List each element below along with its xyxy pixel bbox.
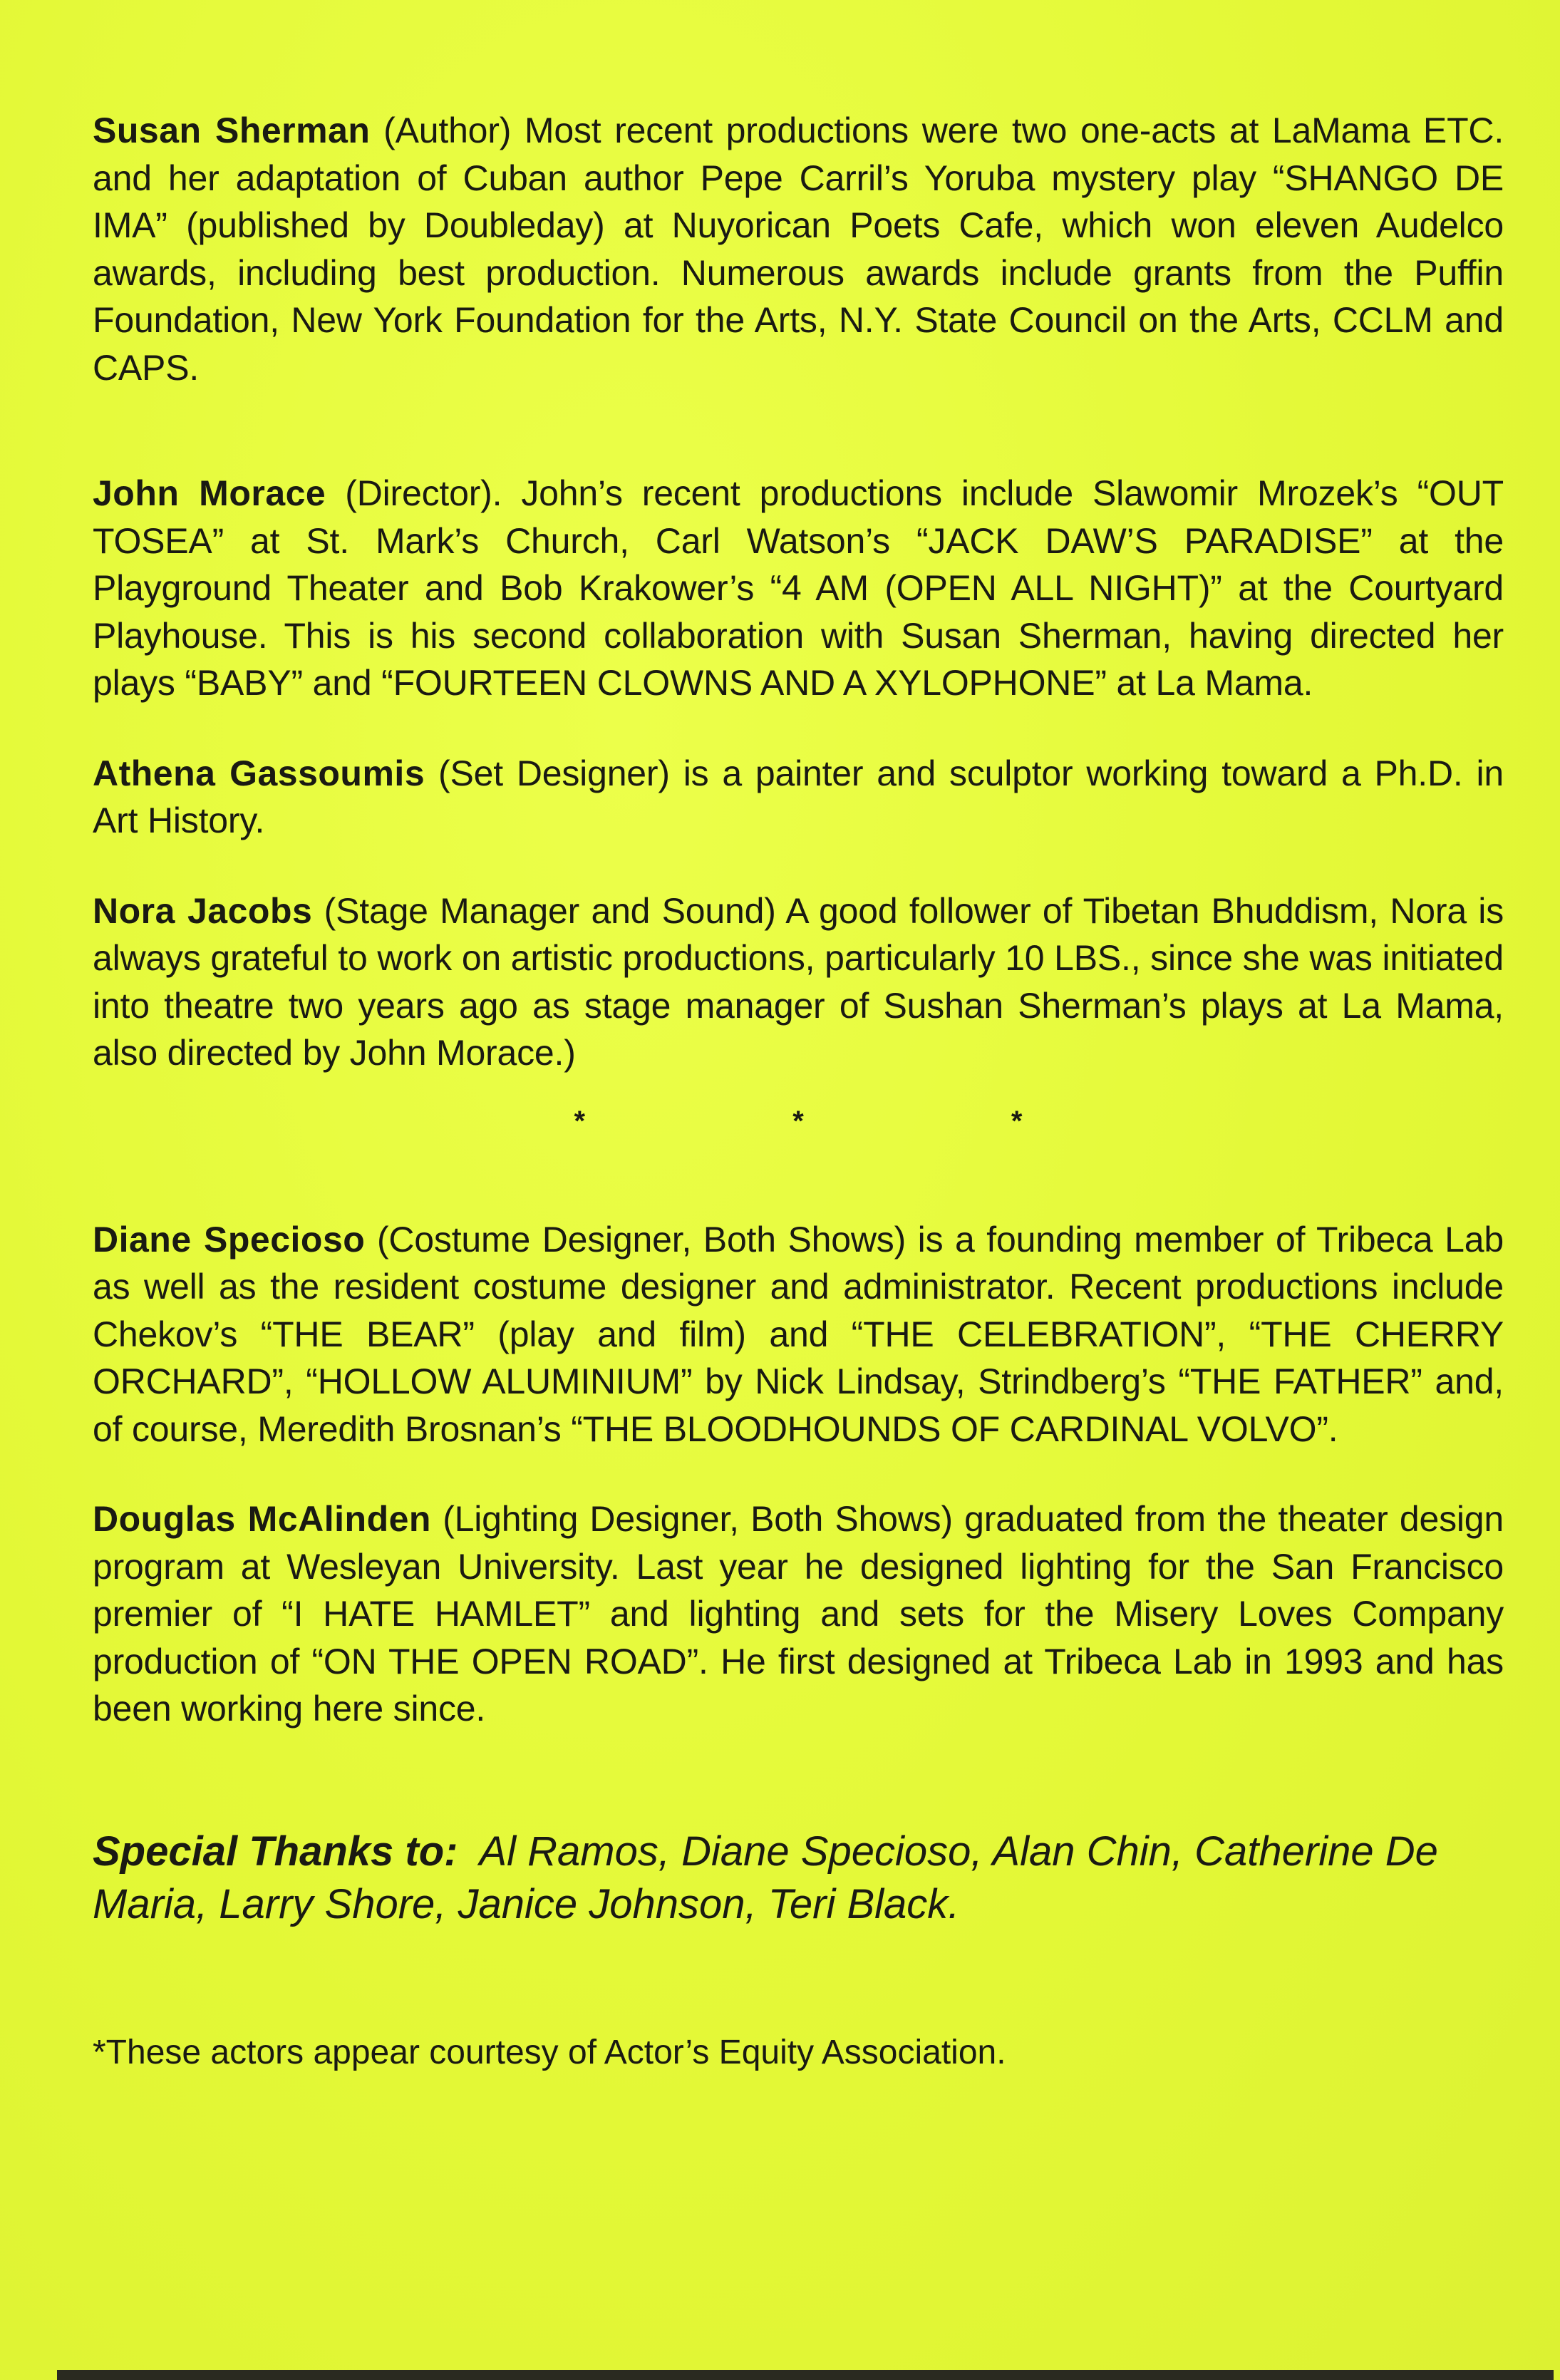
section-separator: * * *	[574, 1105, 1122, 1137]
bio-name: Douglas McAlinden	[93, 1499, 431, 1539]
bio-text: (Lighting Designer, Both Shows) graduated from the theater design program at Wesleyan University. Last year he designed lighting for the San Francisco premier of “I HATE HAMLET” and lighting and sets for the Misery Loves Company production of “ON THE OPEN ROAD”. He first designed at Tribeca Lab in 1993 and has been working here since.	[93, 1499, 1504, 1729]
bio-name: Susan Sherman	[93, 110, 371, 150]
bio-athena-gassoumis	[93, 750, 1504, 845]
bio-name: Athena Gassoumis	[93, 753, 425, 793]
bio-nora-jacobs	[93, 887, 1504, 1077]
bio-text: (Author) Most recent productions were two one-acts at LaMama ETC. and her adaptation of Cuban author Pepe Carril’s Yoruba mystery play “SHANGO DE IMA” (published by Doubleday) at Nuyorican Poets Cafe, which won eleven Audelco awards, including best production. Numerous awards include grants from the Puffin Foundation, New York Foundation for the Arts, N.Y. State Council on the Arts, CCLM and CAPS.	[93, 110, 1504, 388]
special-thanks	[93, 1825, 1504, 1931]
bio-text: (Costume Designer, Both Shows) is a founding member of Tribeca Lab as well as the resident costume designer and administrator. Recent productions include Chekov’s “THE BEAR” (play and film) and “THE CELEBRATION”, “THE CHERRY ORCHARD”, “HOLLOW ALUMINIUM” by Nick Lindsay, Strindberg’s “THE FATHER” and, of course, Meredith Brosnan’s “THE BLOODHOUNDS OF CARDINAL VOLVO”.	[93, 1219, 1504, 1449]
program-page	[93, 107, 1504, 2109]
bio-text: (Director). John’s recent productions include Slawomir Mrozek’s “OUT TOSEA” at St. Mark’s Church, Carl Watson’s “JACK DAW’S PARADISE” at the Playground Theater and Bob Krakower’s “4 AM (OPEN ALL NIGHT)” at the Courtyard Playhouse. This is his second collaboration with Susan Sherman, having directed her plays “BABY” and “FOURTEEN CLOWNS AND A XYLOPHONE” at La Mama.	[93, 473, 1504, 703]
bottom-rule	[57, 2370, 1554, 2380]
special-thanks-names: Al Ramos, Diane Specioso, Alan Chin, Catherine De Maria, Larry Shore, Janice Johnson, Teri Black.	[93, 1828, 1438, 1927]
bio-name: Diane Specioso	[93, 1219, 366, 1259]
bio-douglas-mcalinden	[93, 1495, 1504, 1733]
bio-john-morace	[93, 470, 1504, 707]
bio-text: (Set Designer) is a painter and sculptor working toward a Ph.D. in Art History.	[93, 753, 1504, 840]
special-thanks-label: Special Thanks to:	[93, 1828, 458, 1875]
bio-susan-sherman	[93, 107, 1504, 391]
bio-name: Nora Jacobs	[93, 890, 313, 931]
bio-diane-specioso	[93, 1216, 1504, 1453]
equity-footnote: *These actors appear courtesy of Actor’s Equity Association.	[93, 2033, 1006, 2071]
bio-name: John Morace	[93, 473, 326, 513]
bio-text: (Stage Manager and Sound) A good follower of Tibetan Bhuddism, Nora is always grateful to work on artistic productions, particularly 10 LBS., since she was initiated into theatre two years ago as stage manager of Sushan Sherman’s plays at La Mama, also directed by John Morace.)	[93, 890, 1504, 1073]
